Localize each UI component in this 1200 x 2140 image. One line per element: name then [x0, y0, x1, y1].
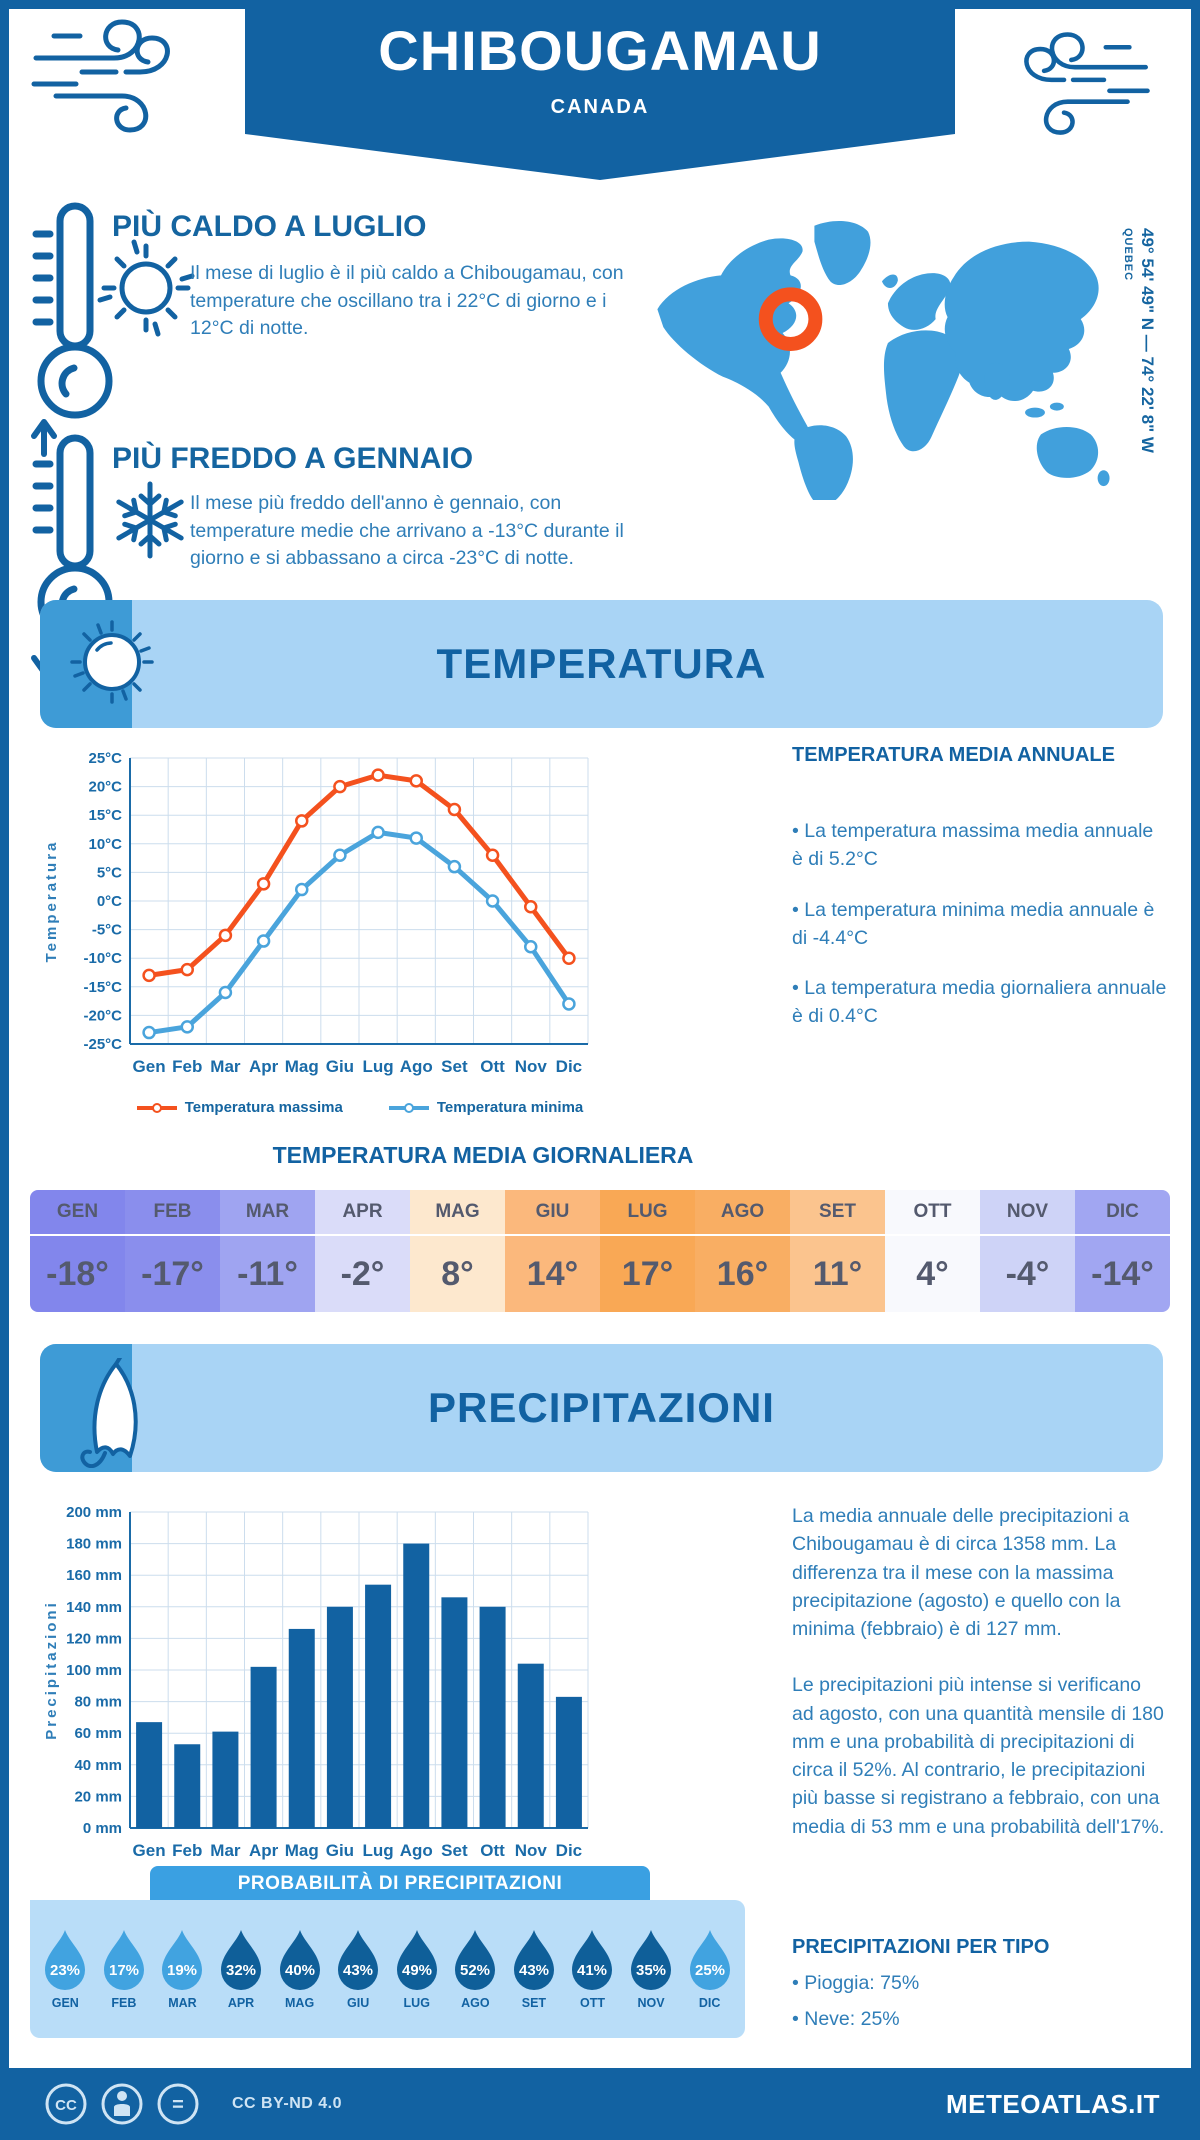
- droplet-icon: [217, 1928, 265, 1992]
- svg-text:10°C: 10°C: [88, 835, 122, 853]
- droplet-icon: [334, 1928, 382, 1992]
- legend-label: Temperatura massima: [184, 1099, 343, 1116]
- svg-text:Mag: Mag: [284, 1057, 319, 1076]
- probability-droplet: [276, 1928, 324, 2010]
- droplet-month-label: AGO: [461, 1996, 490, 2010]
- person-icon: [114, 2091, 130, 2116]
- svg-text:15°C: 15°C: [88, 807, 122, 825]
- probability-droplet: [334, 1928, 382, 2010]
- probability-panel: [30, 1900, 745, 2038]
- highlight-cold-text: Il mese più freddo dell'anno è gennaio, con temperature medie che arrivano a -13°C durante il giorno e si abbassano a circa -23°C di notte.: [190, 492, 624, 570]
- droplet-icon: [510, 1928, 558, 1992]
- probability-droplet: [217, 1928, 265, 2010]
- svg-text:40 mm: 40 mm: [74, 1756, 122, 1774]
- precipitation-paragraph: Le precipitazioni più intense si verificano ad agosto, con una quantità mensile di 180 mm e una probabilità di precipitazioni di circa il 52%. Al contrario, le precipitazioni più basse si registrano a febbraio, con una media di 53 mm e una probabilità dell'17%.: [792, 1674, 1165, 1838]
- annual-temperature-heading: TEMPERATURA MEDIA ANNUALE: [792, 744, 1115, 766]
- svg-text:Feb: Feb: [172, 1057, 203, 1076]
- temperature-chart: [40, 744, 770, 1116]
- svg-text:32%: 32%: [226, 1962, 257, 1979]
- probability-droplet: [451, 1928, 499, 2010]
- daily-table-month: MAR: [220, 1190, 315, 1234]
- daily-table-value: -4°: [980, 1234, 1075, 1312]
- svg-text:Nov: Nov: [514, 1057, 547, 1076]
- svg-text:80 mm: 80 mm: [74, 1693, 122, 1711]
- cc-icon: CC: [55, 2097, 77, 2114]
- probability-droplet: [568, 1928, 616, 2010]
- probability-droplet: [41, 1928, 89, 2010]
- svg-text:25%: 25%: [694, 1962, 725, 1979]
- svg-text:Lug: Lug: [362, 1841, 394, 1860]
- svg-text:20 mm: 20 mm: [74, 1788, 122, 1806]
- daily-table-value: -18°: [30, 1234, 125, 1312]
- daily-table-value: 4°: [885, 1234, 980, 1312]
- daily-table-value: 14°: [505, 1234, 600, 1312]
- temperature-section-banner: [40, 600, 1163, 728]
- daily-table-value-row: [30, 1234, 1170, 1312]
- svg-text:43%: 43%: [518, 1962, 549, 1979]
- svg-text:Ott: Ott: [480, 1841, 505, 1860]
- svg-text:Mar: Mar: [210, 1057, 241, 1076]
- droplet-month-label: MAR: [168, 1996, 197, 2010]
- svg-text:Apr: Apr: [248, 1841, 279, 1860]
- highlight-warm-title: PIÙ CALDO A LUGLIO: [112, 210, 427, 243]
- droplet-month-label: FEB: [111, 1996, 137, 2010]
- droplet-month-label: MAG: [285, 1996, 315, 2010]
- svg-text:Feb: Feb: [172, 1841, 203, 1860]
- droplet-month-label: SET: [521, 1996, 547, 2010]
- svg-text:41%: 41%: [577, 1962, 608, 1979]
- droplet-month-label: LUG: [403, 1996, 430, 2010]
- footer: [0, 2068, 1200, 2140]
- droplet-month-label: NOV: [637, 1996, 665, 2010]
- precipitation-type-heading: PRECIPITAZIONI PER TIPO: [792, 1936, 1050, 1958]
- world-map: [632, 182, 1124, 500]
- svg-text:Ago: Ago: [399, 1841, 433, 1860]
- probability-droplet: [100, 1928, 148, 2010]
- annual-bullet: • La temperatura media giornaliera annuale è di 0.4°C: [792, 977, 1167, 1028]
- precipitation-section-title: PRECIPITAZIONI: [428, 1384, 775, 1431]
- geo-coordinates: [1120, 228, 1158, 453]
- annual-temperature-column: [792, 744, 1168, 1031]
- svg-text:52%: 52%: [460, 1962, 491, 1979]
- precipitation-type-item: • Neve: 25%: [792, 2008, 900, 2031]
- svg-text:Temperatura: Temperatura: [43, 839, 60, 963]
- droplet-month-label: GIU: [347, 1996, 370, 2010]
- sun-icon: [100, 242, 192, 334]
- svg-text:40%: 40%: [284, 1962, 315, 1979]
- svg-text:Dic: Dic: [555, 1057, 583, 1076]
- highlight-warm-text: Il mese di luglio è il più caldo a Chibougamau, con temperature che oscillano tra i 22°C di giorno e i 12°C di notte.: [190, 262, 624, 340]
- svg-text:120 mm: 120 mm: [66, 1630, 122, 1648]
- svg-text:23%: 23%: [50, 1962, 81, 1979]
- svg-text:0°C: 0°C: [96, 893, 122, 910]
- svg-text:49%: 49%: [401, 1962, 432, 1979]
- svg-text:Precipitazioni: Precipitazioni: [43, 1600, 60, 1740]
- probability-droplet: [686, 1928, 734, 2010]
- daily-temperature-heading: TEMPERATURA MEDIA GIORNALIERA: [272, 1142, 694, 1168]
- coordinates-text: 49° 54' 49" N — 74° 22' 8" W: [1137, 228, 1157, 453]
- svg-text:Gen: Gen: [132, 1057, 166, 1076]
- droplet-month-label: OTT: [579, 1996, 605, 2010]
- droplet-icon: [627, 1928, 675, 1992]
- precipitation-paragraph: La media annuale delle precipitazioni a Chibougamau è di circa 1358 mm. La differenza tra il mese con la massima precipitazione (agosto) e quello con la minima (febbraio) è di 127 mm.: [792, 1505, 1130, 1641]
- daily-table-value: -11°: [220, 1234, 315, 1312]
- wind-icon: [28, 6, 180, 136]
- svg-text:Giu: Giu: [325, 1057, 355, 1076]
- daily-table-header-row: [30, 1190, 1170, 1234]
- probability-droplet: [627, 1928, 675, 2010]
- daily-table-month: DIC: [1075, 1190, 1170, 1234]
- creative-commons-icons: [44, 2080, 216, 2128]
- droplet-icon: [568, 1928, 616, 1992]
- daily-table-value: -2°: [315, 1234, 410, 1312]
- svg-text:17%: 17%: [108, 1962, 139, 1979]
- daily-table-month: SET: [790, 1190, 885, 1234]
- daily-table-month: GIU: [505, 1190, 600, 1234]
- daily-table-month: LUG: [600, 1190, 695, 1234]
- annual-bullet: • La temperatura minima media annuale è di -4.4°C: [792, 898, 1155, 949]
- wind-icon: [1008, 20, 1160, 138]
- svg-text:5°C: 5°C: [96, 864, 122, 882]
- daily-table-month: APR: [315, 1190, 410, 1234]
- svg-text:19%: 19%: [167, 1962, 198, 1979]
- page-title: CHIBOUGAMAU: [378, 19, 822, 82]
- daily-table-value: 16°: [695, 1234, 790, 1312]
- svg-text:Mar: Mar: [210, 1841, 241, 1860]
- legend-label: Temperatura minima: [436, 1099, 584, 1116]
- svg-text:35%: 35%: [636, 1962, 667, 1979]
- svg-text:Apr: Apr: [248, 1057, 279, 1076]
- daily-table-value: 17°: [600, 1234, 695, 1312]
- probability-title: PROBABILITÀ DI PRECIPITAZIONI: [237, 1873, 563, 1894]
- svg-text:-20°C: -20°C: [83, 1007, 122, 1025]
- droplet-icon: [100, 1928, 148, 1992]
- svg-text:Giu: Giu: [325, 1841, 355, 1860]
- droplet-icon: [158, 1928, 206, 1992]
- precipitation-chart: [40, 1498, 770, 1906]
- site-name: METEOATLAS.IT: [945, 2088, 1160, 2119]
- temperature-section-title: TEMPERATURA: [436, 640, 767, 687]
- droplet-month-label: DIC: [698, 1996, 721, 2010]
- svg-text:Mag: Mag: [284, 1841, 319, 1860]
- precipitation-section-banner: [40, 1344, 1163, 1472]
- equals-icon: =: [172, 2094, 184, 2116]
- daily-table-month: MAG: [410, 1190, 505, 1234]
- droplet-icon: [276, 1928, 324, 1992]
- daily-table-month: OTT: [885, 1190, 980, 1234]
- svg-text:Lug: Lug: [362, 1057, 394, 1076]
- daily-table-month: NOV: [980, 1190, 1075, 1234]
- legend-line-icon: [137, 1102, 177, 1114]
- svg-text:Dic: Dic: [555, 1841, 583, 1860]
- daily-temperature-table: [30, 1190, 1170, 1312]
- svg-text:-15°C: -15°C: [83, 978, 122, 996]
- droplet-icon: [451, 1928, 499, 1992]
- svg-text:140 mm: 140 mm: [66, 1598, 122, 1616]
- svg-text:Ago: Ago: [399, 1057, 433, 1076]
- daily-table-month: FEB: [125, 1190, 220, 1234]
- probability-header: [150, 1866, 650, 1902]
- probability-droplet: [510, 1928, 558, 2010]
- svg-text:160 mm: 160 mm: [66, 1567, 122, 1585]
- highlight-cold-title: PIÙ FREDDO A GENNAIO: [112, 442, 474, 475]
- svg-text:-10°C: -10°C: [83, 950, 122, 968]
- daily-table-value: 8°: [410, 1234, 505, 1312]
- svg-text:180 mm: 180 mm: [66, 1535, 122, 1553]
- precipitation-bar-chart: [40, 1498, 770, 1875]
- svg-text:0 mm: 0 mm: [82, 1820, 122, 1837]
- legend-item: [389, 1099, 583, 1116]
- svg-text:43%: 43%: [343, 1962, 374, 1979]
- temperature-line-chart: [40, 744, 770, 1085]
- svg-text:25°C: 25°C: [88, 750, 122, 767]
- page-subtitle: CANADA: [550, 96, 650, 118]
- droplet-month-label: APR: [227, 1996, 255, 2010]
- svg-text:Set: Set: [441, 1057, 468, 1076]
- droplet-icon: [41, 1928, 89, 1992]
- legend-line-icon: [389, 1102, 429, 1114]
- svg-text:Nov: Nov: [514, 1841, 547, 1860]
- svg-text:20°C: 20°C: [88, 778, 122, 796]
- svg-text:100 mm: 100 mm: [66, 1662, 122, 1679]
- probability-droplet: [393, 1928, 441, 2010]
- droplet-icon: [686, 1928, 734, 1992]
- header-banner: [245, 0, 955, 134]
- svg-text:60 mm: 60 mm: [74, 1725, 122, 1743]
- daily-table-value: 11°: [790, 1234, 885, 1312]
- annual-bullet: • La temperatura massima media annuale è di 5.2°C: [792, 820, 1154, 871]
- svg-text:Ott: Ott: [480, 1057, 505, 1076]
- daily-table-month: AGO: [695, 1190, 790, 1234]
- svg-text:-25°C: -25°C: [83, 1036, 122, 1053]
- snowflake-icon: [114, 484, 185, 556]
- probability-droplet: [158, 1928, 206, 2010]
- daily-table-month: GEN: [30, 1190, 125, 1234]
- precipitation-text-column: [792, 1502, 1168, 1841]
- legend-item: [137, 1099, 343, 1116]
- precipitation-type-column: [792, 1936, 1168, 2034]
- license-text: CC BY-ND 4.0: [232, 2095, 343, 2112]
- precipitation-type-item: • Pioggia: 75%: [792, 1972, 920, 1994]
- droplet-icon: [393, 1928, 441, 1992]
- daily-table-value: -17°: [125, 1234, 220, 1312]
- daily-table-value: -14°: [1075, 1234, 1170, 1312]
- svg-text:200 mm: 200 mm: [66, 1504, 122, 1521]
- droplet-month-label: GEN: [51, 1996, 79, 2010]
- svg-text:Set: Set: [441, 1841, 468, 1860]
- svg-text:Gen: Gen: [132, 1841, 166, 1860]
- svg-text:-5°C: -5°C: [91, 921, 122, 939]
- region-text: QUEBEC: [1121, 228, 1134, 282]
- temperature-chart-legend: [40, 1099, 680, 1116]
